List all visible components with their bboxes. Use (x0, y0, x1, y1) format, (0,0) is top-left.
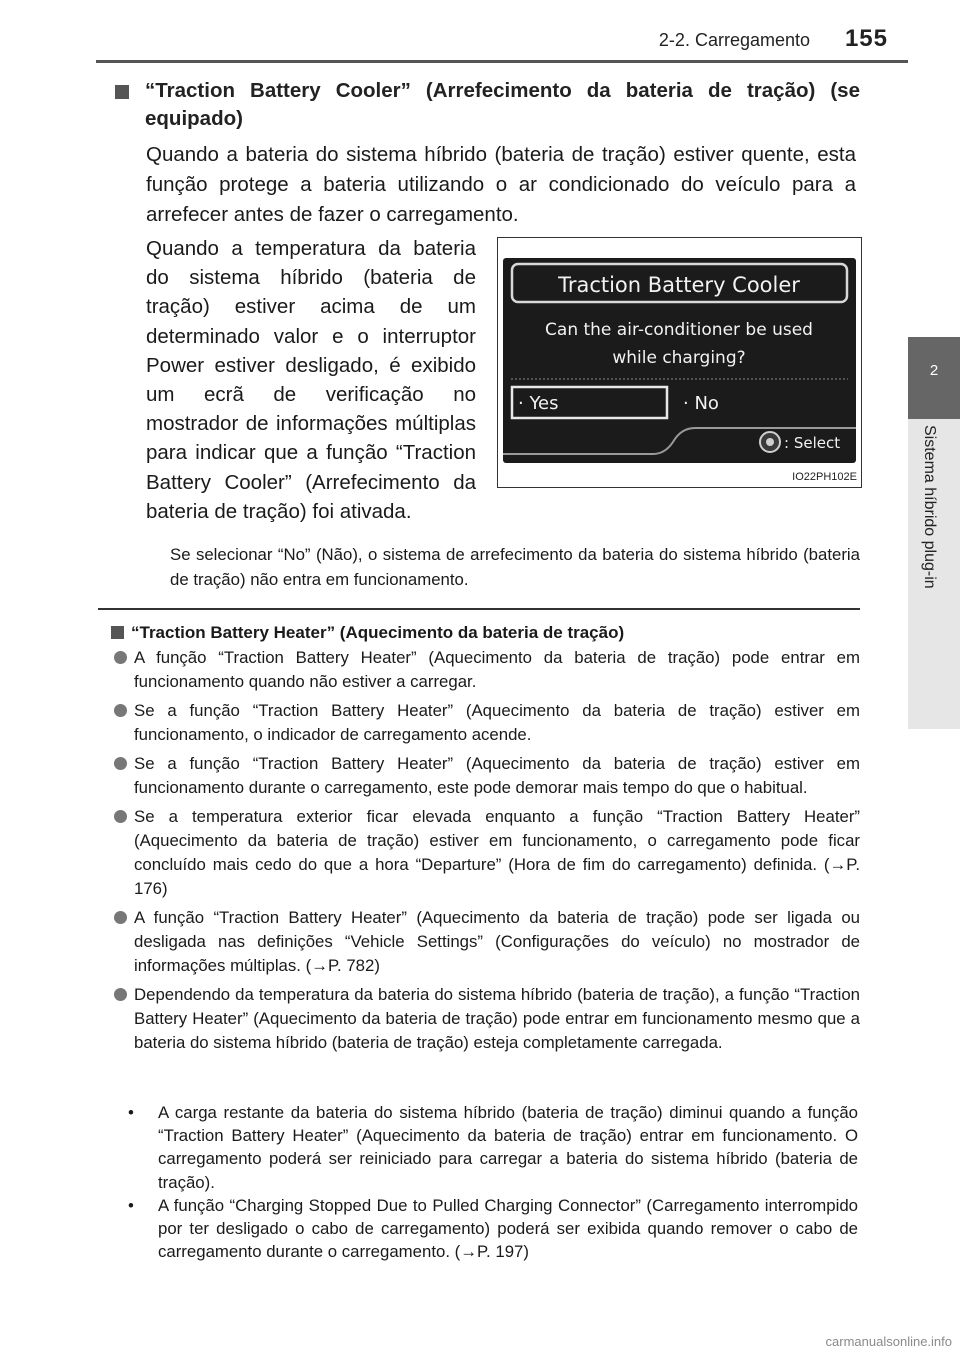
chapter-tab-label: Sistema híbrido plug-in (921, 425, 938, 589)
bullet-text: Se a temperatura exterior ficar elevada enquanto a função “Traction Battery Heater” (Aquecimento da bateria de tração) estiver em funcionamento, o carregamento pode ficar concluído mais cedo do que a hora “Departure” (Hora de fim do carregamento) definida. (→P. 176) (134, 807, 860, 898)
square-bullet-icon (115, 85, 129, 99)
sub-bullet-text: A função “Charging Stopped Due to Pulled Charging Connector” (Carregamento interrompido por ter desligado o cabo de carregamento) poderá ser exibida quando remover o cabo de carregamento durante o carregamento. (→P. 197) (158, 1195, 858, 1262)
list-item (128, 1194, 858, 1264)
dial-center-icon (766, 438, 774, 446)
display-illustration (497, 237, 862, 488)
screen-title: Traction Battery Cooler (558, 273, 800, 297)
page-number: 155 (844, 25, 888, 52)
heater-heading (111, 620, 861, 646)
small-bullet-icon: • (128, 1103, 134, 1122)
list-item (114, 805, 860, 901)
cooler-detail-paragraph: Quando a temperatura da bateria do sistema híbrido (bateria de tração) estiver acima de um determinado valor e o interruptor Power estiver desligado, é exibido um ecrã de verificação no mostrador de informações múltiplas para indicar que a função “Traction Battery Cooler” (Arrefecimento da bateria de tração) foi ativada. (146, 237, 476, 523)
list-item (114, 983, 860, 1055)
header-section-title: 2-2. Carregamento (658, 30, 810, 50)
heater-heading-text: “Traction Battery Heater” (Aquecimento da bateria de tração) (131, 623, 625, 642)
bullet-text: Dependendo da temperatura da bateria do sistema híbrido (bateria de tração), a função “Traction Battery Heater” (Aquecimento da bateria de tração) pode entrar em funcionamento mesmo que a bateria do sistema híbrido (bateria de tração) esteja completamente carregada. (134, 985, 860, 1052)
sub-bullet-text: A carga restante da bateria do sistema híbrido (bateria de tração) diminui quando a função “Traction Battery Heater” (Aquecimento da bateria de tração) entrar em funcionamento. O carregamento poderá ser reiniciado para carregar a bateria do sistema híbrido (bateria de tração). (158, 1103, 858, 1192)
list-item (114, 752, 860, 800)
circle-bullet-icon (114, 810, 127, 823)
chapter-tab-number: 2 (908, 337, 960, 419)
select-hint: : Select (784, 434, 841, 452)
section-divider (98, 608, 860, 610)
heater-sub-list (128, 1101, 858, 1263)
screen-question-line2: while charging? (612, 348, 746, 368)
bullet-text: A função “Traction Battery Heater” (Aquecimento da bateria de tração) pode ser ligada ou desligada nas definições “Vehicle Settings” (Configurações do veículo) no mostrador de informações múltiplas. (→P. 782) (134, 908, 860, 975)
circle-bullet-icon (114, 988, 127, 1001)
list-item (128, 1101, 858, 1194)
option-yes[interactable]: · Yes (518, 393, 559, 414)
multi-info-display-screen (503, 258, 856, 463)
cooler-note: Se selecionar “No” (Não), o sistema de arrefecimento da bateria do sistema híbrido (bateria de tração) não entra em funcionamento. (170, 545, 860, 589)
small-bullet-icon: • (128, 1195, 134, 1215)
watermark: carmanualsonline.info (825, 1334, 952, 1349)
heater-bullet-list (114, 646, 860, 1060)
circle-bullet-icon (114, 704, 127, 717)
cooler-intro-paragraph: Quando a bateria do sistema híbrido (bateria de tração) estiver quente, esta função protege a bateria utilizando o ar condicionado do veículo para a arrefecer antes de fazer o carregamento. (146, 143, 856, 226)
list-item (114, 646, 860, 694)
screen-question-line1: Can the air-conditioner be used (545, 320, 813, 340)
cooler-heading (115, 77, 860, 133)
square-bullet-icon (111, 626, 124, 639)
circle-bullet-icon (114, 911, 127, 924)
option-no[interactable]: · No (683, 393, 719, 414)
list-item (114, 699, 860, 747)
bullet-text: Se a função “Traction Battery Heater” (Aquecimento da bateria de tração) estiver em funcionamento, o indicador de carregamento acende. (134, 701, 860, 744)
bullet-text: A função “Traction Battery Heater” (Aquecimento da bateria de tração) pode entrar em funcionamento quando não estiver a carregar. (134, 648, 860, 691)
bullet-text: Se a função “Traction Battery Heater” (Aquecimento da bateria de tração) estiver em funcionamento durante o carregamento, este pode demorar mais tempo do que o habitual. (134, 754, 860, 797)
list-item (114, 906, 860, 978)
circle-bullet-icon (114, 757, 127, 770)
cooler-heading-text: “Traction Battery Cooler” (Arrefecimento da bateria de tração) (se equipado) (145, 79, 860, 130)
circle-bullet-icon (114, 651, 127, 664)
header-divider (96, 60, 908, 63)
figure-code: IO22PH102E (792, 471, 857, 483)
